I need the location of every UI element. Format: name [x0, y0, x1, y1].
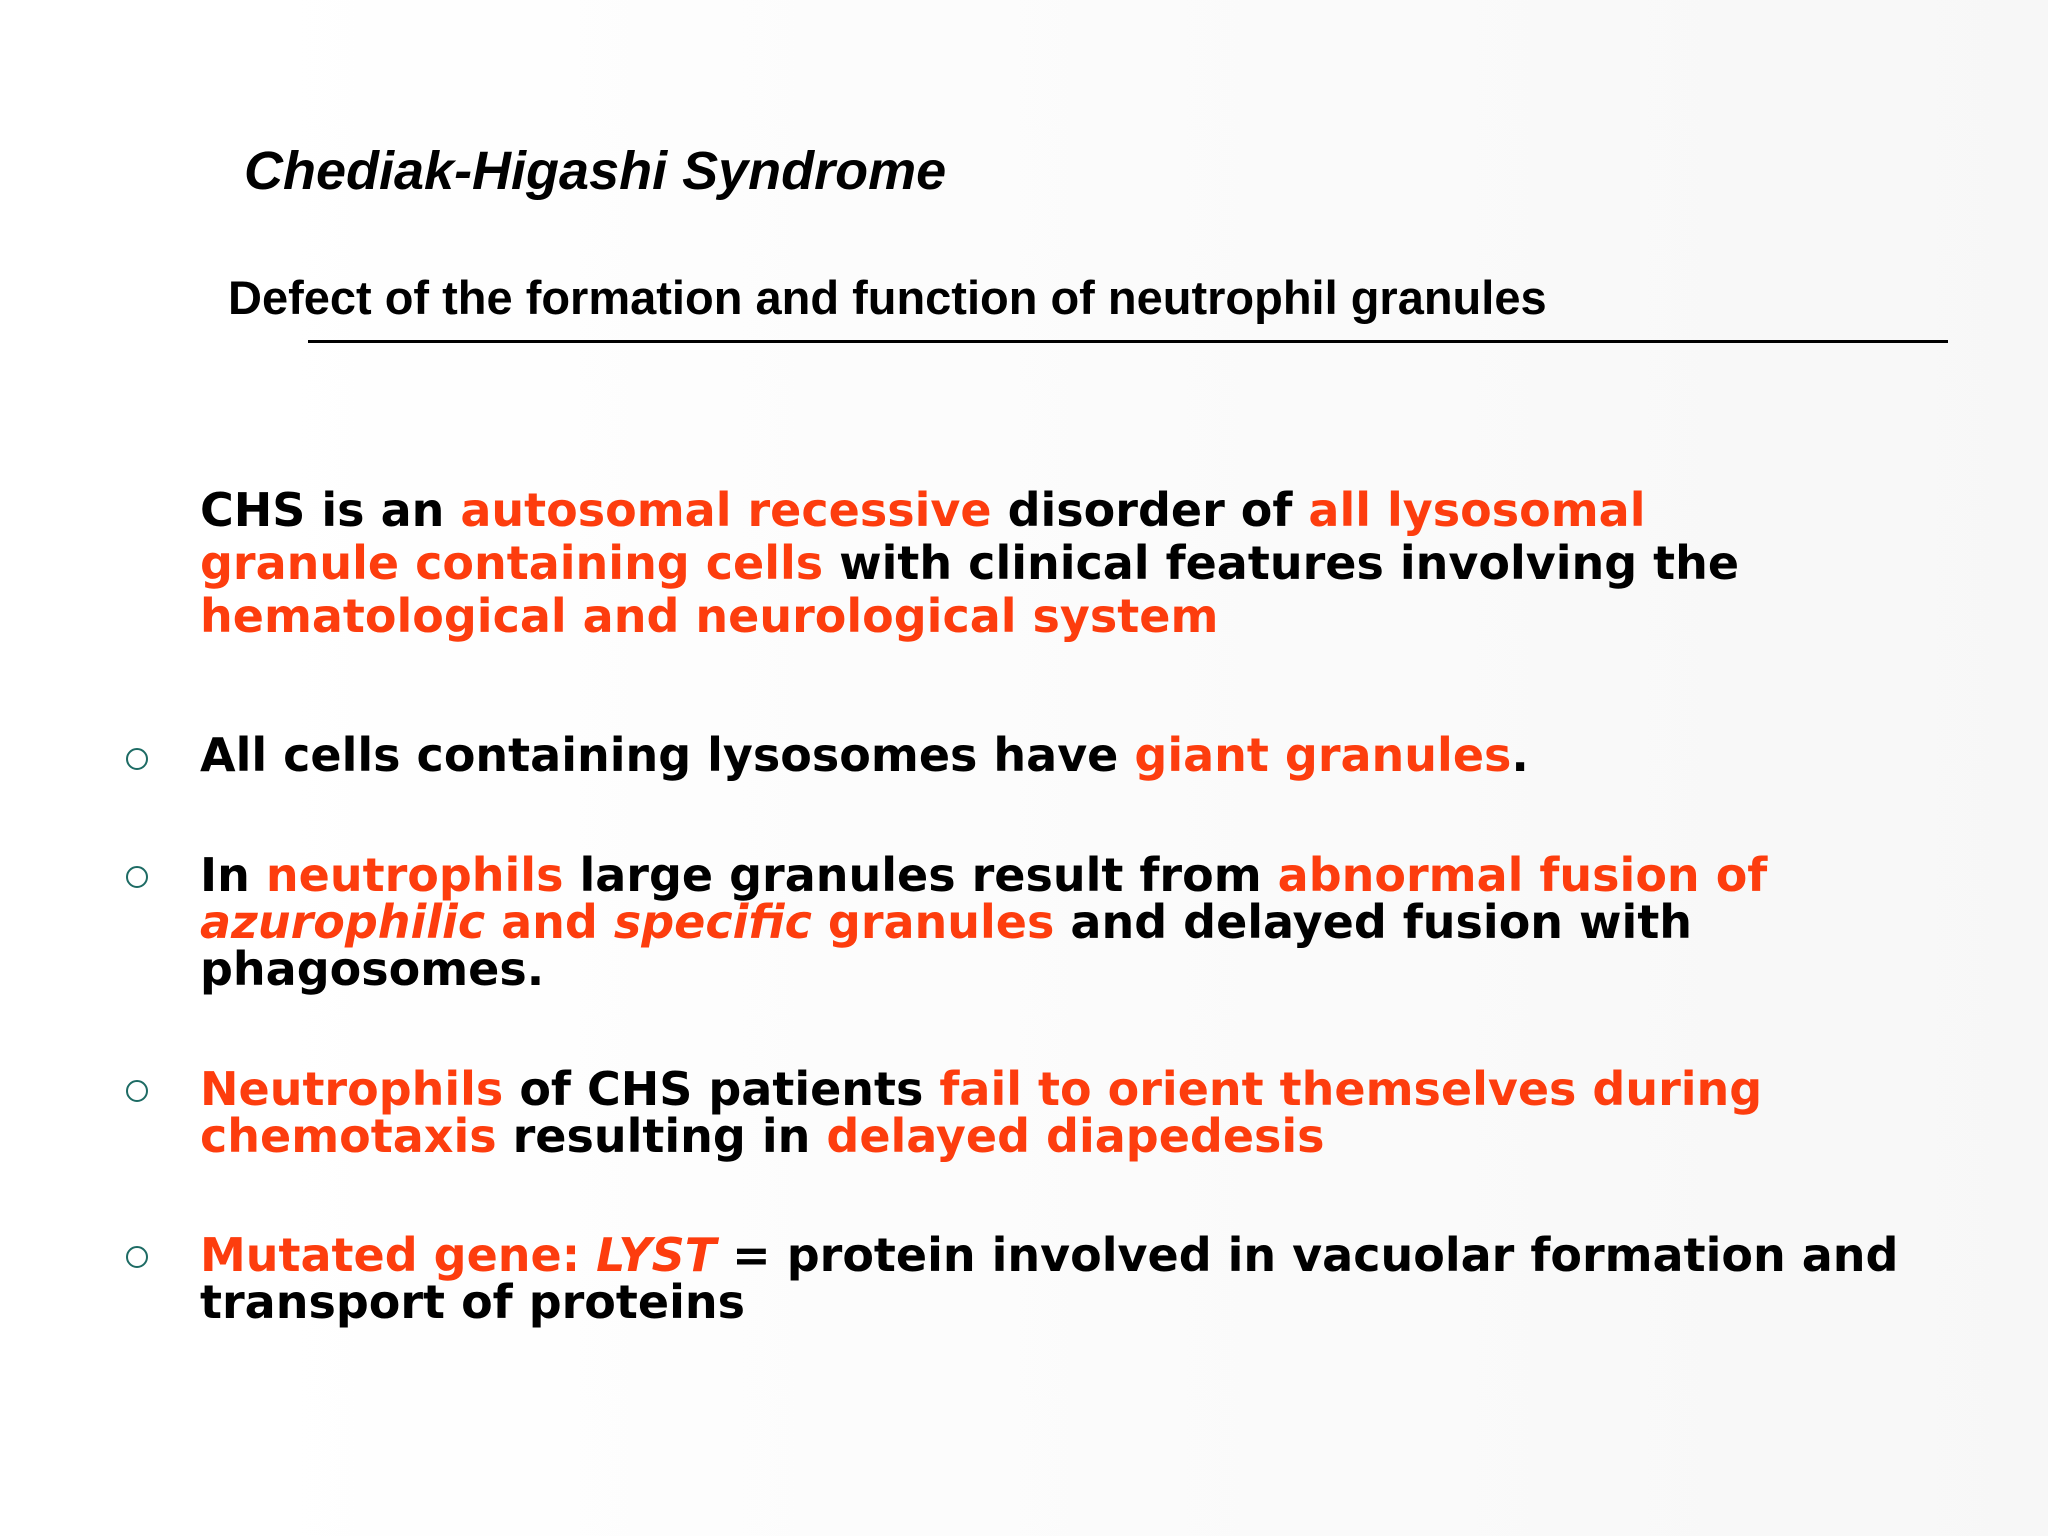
bullet-circle-icon — [126, 1080, 148, 1102]
bullet-2-highlight-2: abnormal fusion of — [1277, 848, 1768, 902]
bullet-1-highlight-1: giant granules — [1134, 728, 1512, 782]
bullet-3-highlight-3: delayed diapedesis — [826, 1109, 1325, 1163]
bullet-2-highlight-1: neutrophils — [265, 848, 564, 902]
bullet-item-mutated-gene — [200, 1228, 1920, 1329]
bullet-2-highlight-granules: granules — [811, 895, 1055, 949]
bullet-4-highlight-1: Mutated gene: — [200, 1228, 597, 1282]
bullet-3-text-1: of CHS patients — [503, 1062, 940, 1116]
intro-text-1: CHS is an — [200, 483, 461, 537]
bullet-item-chemotaxis — [200, 1062, 1920, 1163]
intro-highlight-3: hematological and neurological system — [200, 589, 1219, 643]
bullet-4-text-1: = protein involved in vacuolar formation and transport of proteins — [200, 1228, 1899, 1329]
bullet-2-text-1: In — [200, 848, 266, 902]
bullet-2-highlight-azurophilic: azurophilic — [200, 895, 486, 949]
bullet-2-highlight-specific: specific — [613, 895, 812, 949]
intro-text-3: with clinical features involving the — [823, 536, 1740, 590]
bullet-1-text-2: . — [1511, 728, 1529, 782]
intro-highlight-2: all lysosomal granule containing cells — [200, 483, 1646, 590]
bullet-2-highlight-and: and — [485, 895, 614, 949]
title-divider — [308, 340, 1948, 343]
bullet-circle-icon — [126, 748, 148, 770]
bullet-3-highlight-1: Neutrophils — [200, 1062, 504, 1116]
intro-highlight-1: autosomal recessive — [460, 483, 992, 537]
bullet-3-highlight-2: fail to orient themselves during chemotaxis — [200, 1062, 1763, 1163]
intro-paragraph — [200, 484, 1860, 643]
bullet-4-highlight-lyst: LYST — [596, 1228, 717, 1282]
intro-text-2: disorder of — [991, 483, 1309, 537]
bullet-circle-icon — [126, 1246, 148, 1268]
bullet-3-text-2: resulting in — [496, 1109, 827, 1163]
bullet-2-text-3: and delayed fusion with phagosomes. — [200, 895, 1693, 996]
bullet-item-giant-granules — [200, 728, 1920, 782]
bullet-2-text-2: large granules result from — [563, 848, 1278, 902]
slide-title: Chediak-Higashi Syndrome — [244, 141, 947, 201]
bullet-1-text-1: All cells containing lysosomes have — [200, 728, 1135, 782]
slide-subtitle: Defect of the formation and function of neutrophil granules — [228, 271, 1547, 324]
bullet-circle-icon — [126, 866, 148, 888]
bullet-item-neutrophil-fusion — [200, 848, 1920, 996]
